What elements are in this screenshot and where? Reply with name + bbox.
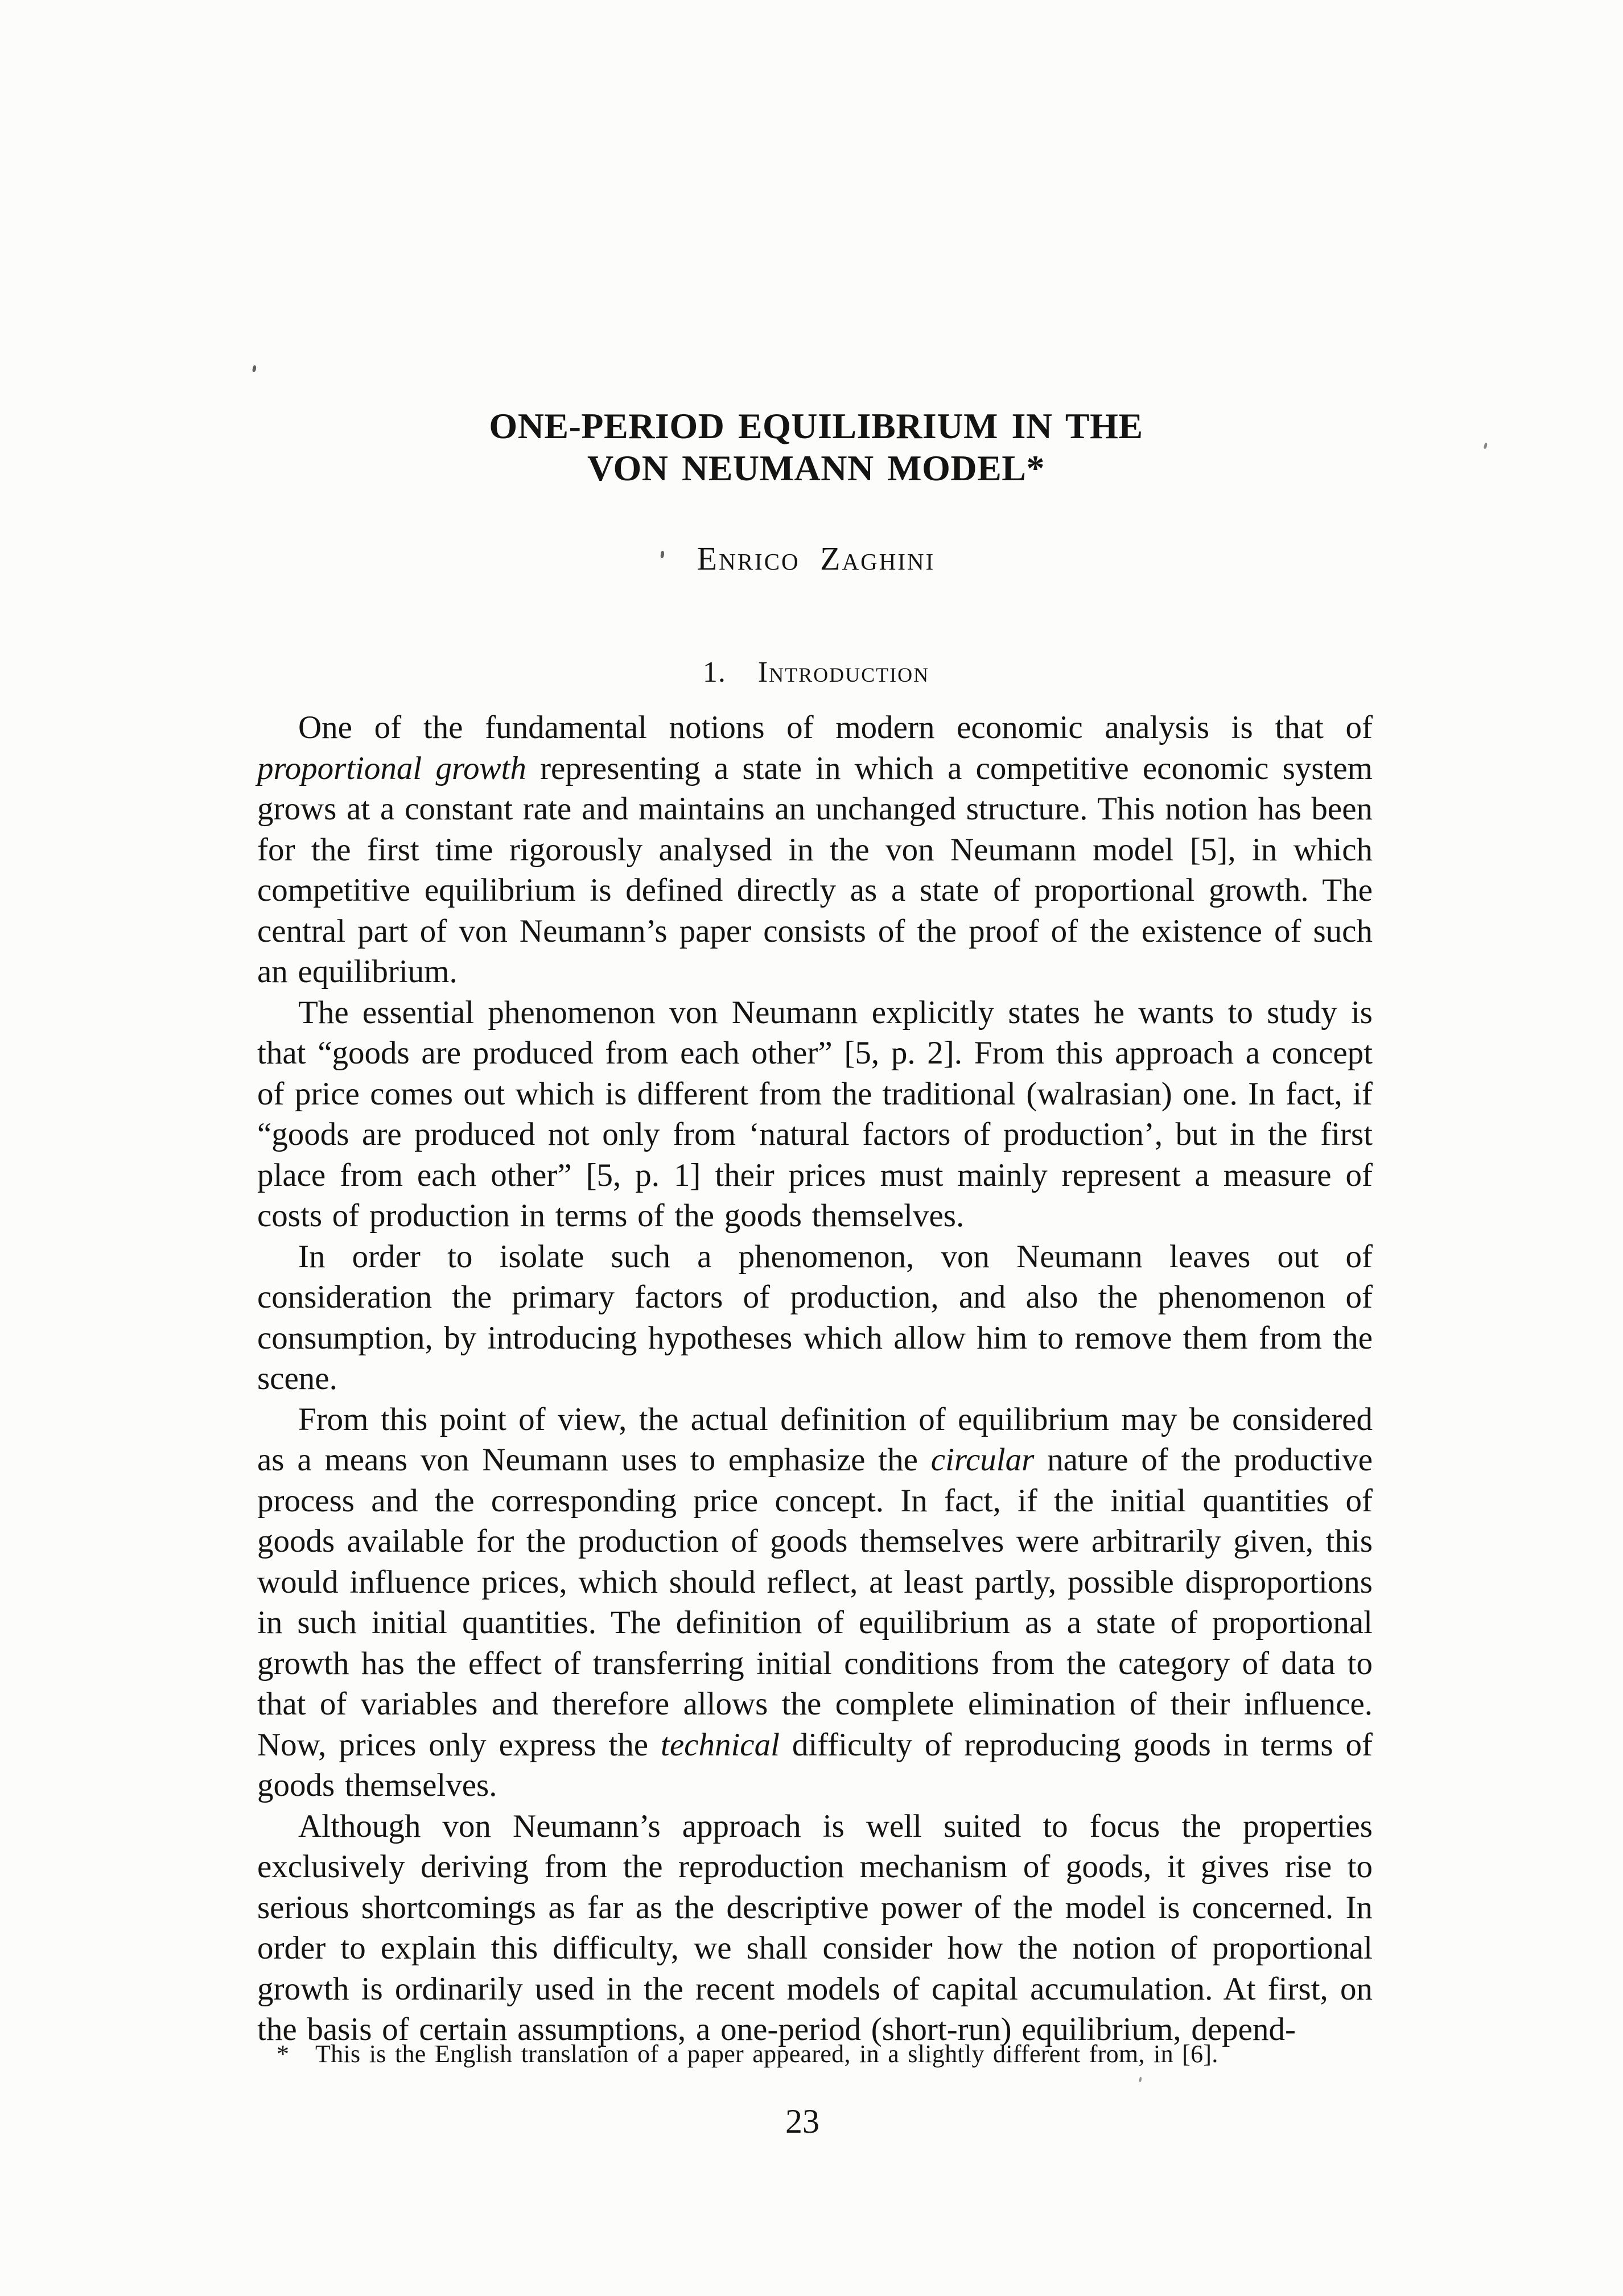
paragraph-3: In order to isolate such a phenomenon, von Neumann leaves out of consideration the primary factors of production, and also the phenomenon of consumption, by introducing hypotheses which allow him to remove them from the scene. xyxy=(257,1238,1373,1396)
footnote-text: This is the English translation of a paper appeared, in a slightly different from, in [6]. xyxy=(315,2040,1218,2068)
author-name: Enrico Zaghini xyxy=(697,540,936,577)
paragraph-5: Although von Neumann’s approach is well suited to focus the properties exclusively deriving from the reproduction mechanism of goods, it gives rise to serious shortcomings as far as the descriptive power of the model is concerned. In order to explain this difficulty, we shall consider how the notion of proportional growth is ordinarily used in the recent models of capital accumulation. At first, on the basis of certain assumptions, a one-period (short-run) equilibrium, depend- xyxy=(257,1808,1373,2047)
article-body xyxy=(257,707,1373,2050)
paragraph-1: One of the fundamental notions of modern economic analysis is that of proportional growth representing a state in which a competitive economic system grows at a constant rate and maintains an unchanged structure. This notion has been for the first time rigorously analysed in the von Neumann model [5], in which competitive equilibrium is defined directly as a state of proportional growth. The central part of von Neumann’s paper consists of the proof of the existence of such an equilibrium. xyxy=(257,710,1373,990)
section-heading xyxy=(0,656,1623,689)
paper-title xyxy=(0,405,1623,489)
title-line-1: ONE-PERIOD EQUILIBRIUM IN THE xyxy=(489,406,1143,446)
paragraph-2: The essential phenomenon von Neumann explicitly states he wants to study is that “goods are produced from each other” [5, p. 2]. From this approach a concept of price comes out which is different from the traditional (walrasian) one. In fact, if “goods are produced not only from ‘natural factors of production’, but in the first place from each other” [5, p. 1] their prices must mainly represent a measure of costs of production in terms of the goods themselves. xyxy=(257,994,1373,1234)
scan-speck xyxy=(252,365,257,373)
footnote-marker: * xyxy=(277,2040,289,2068)
page-number: 23 xyxy=(785,2103,819,2140)
paragraph-4: From this point of view, the actual definition of equilibrium may be considered as a means von Neumann uses to emphasize the circular nature of the productive process and the corresponding price concept. In fact, if the initial quantities of goods available for the production of goods themselves were arbitrarily given, this would influence prices, which should reflect, at least partly, possible disproportions in such initial quantities. The definition of equilibrium as a state of proportional growth has the effect of transferring initial conditions from the category of data to that of variables and therefore allows the complete elimination of their influence. Now, prices only express the technical difficulty of reproducing goods in terms of goods themselves. xyxy=(257,1401,1373,1803)
scan-speck xyxy=(1139,2077,1142,2083)
footnote xyxy=(257,2038,1384,2070)
title-line-2: VON NEUMANN MODEL* xyxy=(587,448,1045,488)
section-title: Introduction xyxy=(757,656,930,689)
section-number: 1. xyxy=(702,656,726,689)
